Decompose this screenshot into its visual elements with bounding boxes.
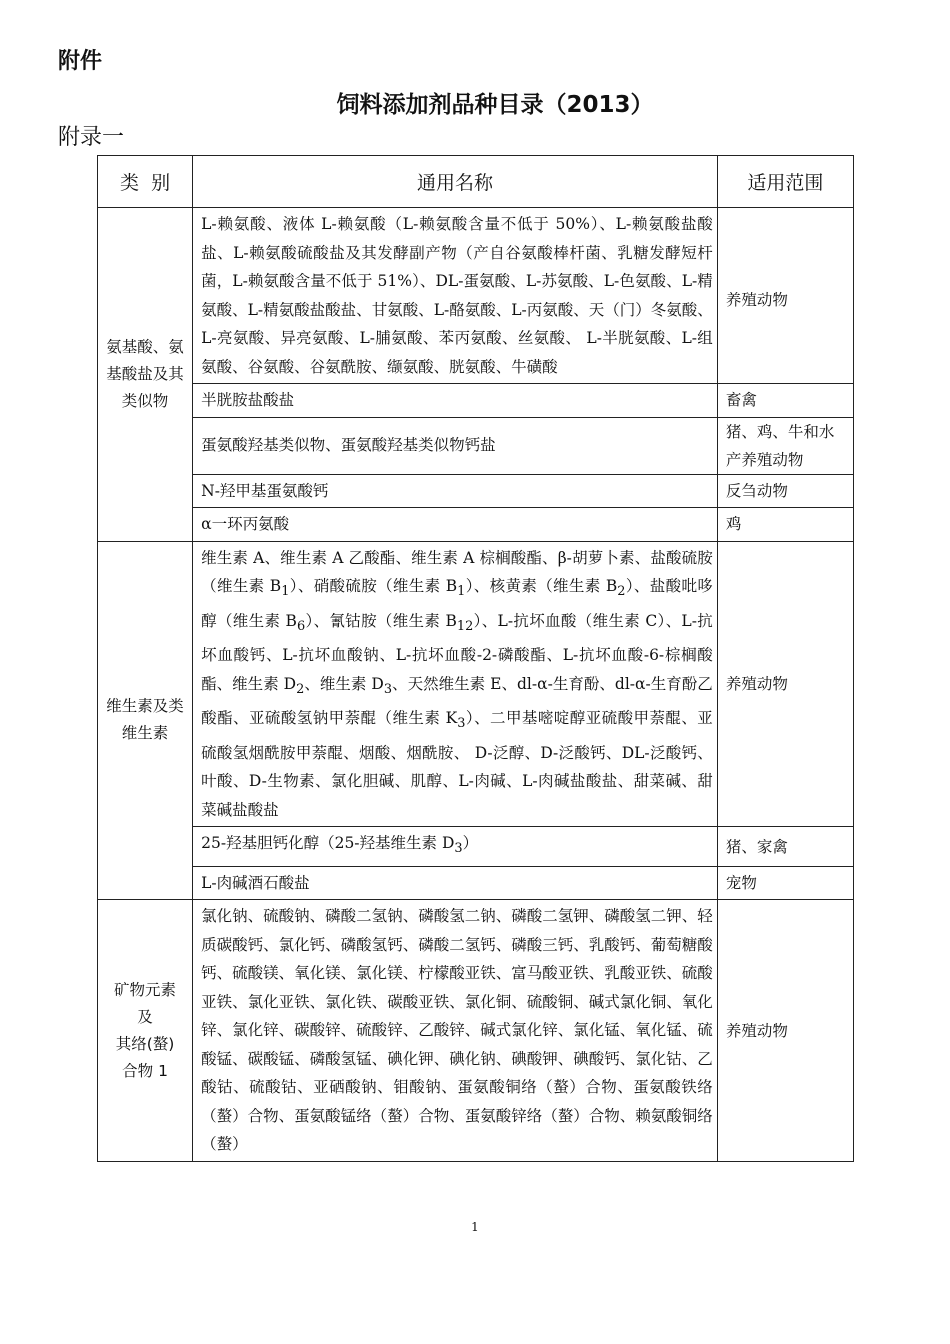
table-row	[98, 508, 854, 542]
name-cell: 半胱胺盐酸盐	[193, 384, 718, 418]
scope-cell: 养殖动物	[717, 208, 853, 384]
table-row	[98, 474, 854, 508]
name-cell: N-羟甲基蛋氨酸钙	[193, 474, 718, 508]
appendix-label: 附录一	[58, 125, 125, 150]
column-header-category: 类 别	[98, 156, 193, 208]
category-line: 及	[137, 1007, 153, 1026]
subscript: 3	[454, 841, 463, 857]
name-text: 、维生素 D	[304, 674, 384, 693]
table-row	[98, 208, 854, 384]
subscript: 2	[617, 584, 626, 600]
table-row	[98, 417, 854, 474]
name-text: ）、L-抗坏血酸（维生素 C）、L-抗坏血酸钙、L-抗坏血酸钠、L-抗坏血酸-2-磷酸酯、L-抗坏血酸-6-棕榈酸酯、维生素 D	[201, 611, 713, 693]
scope-cell: 宠物	[717, 866, 853, 900]
subscript: 12	[456, 618, 474, 634]
scope-cell: 养殖动物	[717, 900, 853, 1162]
name-text: ）、氰钴胺（维生素 B	[305, 611, 457, 630]
subscript: 6	[296, 618, 306, 634]
page-number: 1	[471, 1220, 479, 1234]
column-header-name: 通用名称	[193, 156, 718, 208]
scope-cell: 养殖动物	[717, 541, 853, 827]
table-row	[98, 866, 854, 900]
subscript: 3	[457, 716, 466, 732]
category-line: 其络(螯)	[115, 1034, 175, 1053]
column-header-scope: 适用范围	[717, 156, 853, 208]
subscript: 3	[383, 681, 393, 697]
name-cell	[193, 827, 718, 867]
name-cell: L-赖氨酸、液体 L-赖氨酸（L-赖氨酸含量不低于 50%）、L-赖氨酸盐酸盐、L-赖氨酸硫酸盐及其发酵副产物（产自谷氨酸棒杆菌、乳糖发酵短杆菌，L-赖氨酸含量不低于 51%）、DL-蛋氨酸、L-苏氨酸、L-色氨酸、L-精氨酸、L-精氨酸盐酸盐、甘氨酸、L-酪氨酸、L-丙氨酸、天（门）冬氨酸、L-亮氨酸、异亮氨酸、L-脯氨酸、苯丙氨酸、丝氨酸、 L-半胱氨酸、L-组氨酸、谷氨酸、谷氨酰胺、缬氨酸、胱氨酸、牛磺酸	[193, 208, 718, 384]
name-text: 、天然维生素 E、dl-α-生育酚、dl-α-生育酚乙酸酯、亚硫酸氢钠甲萘醌（维生素 K	[201, 674, 713, 728]
subscript: 1	[281, 584, 290, 600]
name-cell: 蛋氨酸羟基类似物、蛋氨酸羟基类似物钙盐	[193, 417, 718, 474]
document-title: 饲料添加剂品种目录（2013）	[336, 92, 654, 118]
table-row	[98, 900, 854, 1162]
name-text: ）	[462, 834, 479, 853]
name-cell	[193, 541, 718, 827]
name-text: ）、二甲基嘧啶醇亚硫酸甲萘醌、亚硫酸氢烟酰胺甲萘醌、烟酸、烟酰胺、 D-泛醇、D-泛酸钙、DL-泛酸钙、叶酸、D-生物素、氯化胆碱、肌醇、L-肉碱、L-肉碱盐酸盐、甜菜碱、甜菜碱盐酸盐	[201, 709, 713, 819]
additive-table	[97, 155, 854, 1162]
category-line: 矿物元素	[114, 980, 177, 999]
name-text: ）、盐酸吡哆醇（维生素 B	[201, 577, 713, 630]
scope-cell: 畜禽	[717, 384, 853, 418]
scope-cell: 鸡	[717, 508, 853, 542]
subscript: 1	[457, 584, 466, 600]
name-text: ）、核黄素（维生素 B	[465, 577, 618, 595]
category-cell	[98, 900, 193, 1162]
name-cell: 氯化钠、硫酸钠、磷酸二氢钠、磷酸氢二钠、磷酸二氢钾、磷酸氢二钾、轻质碳酸钙、氯化钙、磷酸氢钙、磷酸二氢钙、磷酸三钙、乳酸钙、葡萄糖酸钙、硫酸镁、氧化镁、氯化镁、柠檬酸亚铁、富马酸亚铁、乳酸亚铁、硫酸亚铁、氯化亚铁、氯化铁、碳酸亚铁、氯化铜、硫酸铜、碱式氯化铜、氧化锌、氯化锌、碳酸锌、硫酸锌、乙酸锌、碱式氯化锌、氯化锰、氧化锰、硫酸锰、碳酸锰、磷酸氢锰、碘化钾、碘化钠、碘酸钾、碘酸钙、氯化钴、乙酸钴、硫酸钴、亚硒酸钠、钼酸钠、蛋氨酸铜络（螯）合物、蛋氨酸铁络（螯）合物、蛋氨酸锰络（螯）合物、蛋氨酸锌络（螯）合物、赖氨酸铜络（螯）	[193, 900, 718, 1162]
name-cell: α一环丙氨酸	[193, 508, 718, 542]
scope-cell: 猪、家禽	[717, 827, 853, 867]
table-header-row	[98, 156, 854, 208]
category-line: 合物 1	[122, 1061, 168, 1080]
table-row	[98, 384, 854, 418]
category-cell: 维生素及类维生素	[98, 541, 193, 900]
table-row	[98, 827, 854, 867]
category-cell: 氨基酸、氨基酸盐及其类似物	[98, 208, 193, 542]
scope-cell: 猪、鸡、牛和水产养殖动物	[717, 417, 853, 474]
name-text: 25-羟基胆钙化醇（25-羟基维生素 D	[201, 834, 455, 853]
name-text: ）、硝酸硫胺（维生素 B	[289, 577, 458, 595]
name-text: 维生素 A、维生素 A 乙酸酯、维生素 A 棕榈酸酯、β-胡萝卜素、盐酸硫胺（维生素 B	[201, 548, 713, 595]
scope-cell: 反刍动物	[717, 474, 853, 508]
name-cell: L-肉碱酒石酸盐	[193, 866, 718, 900]
attachment-label: 附件	[58, 49, 103, 74]
subscript: 2	[296, 681, 305, 697]
table-row	[98, 541, 854, 827]
